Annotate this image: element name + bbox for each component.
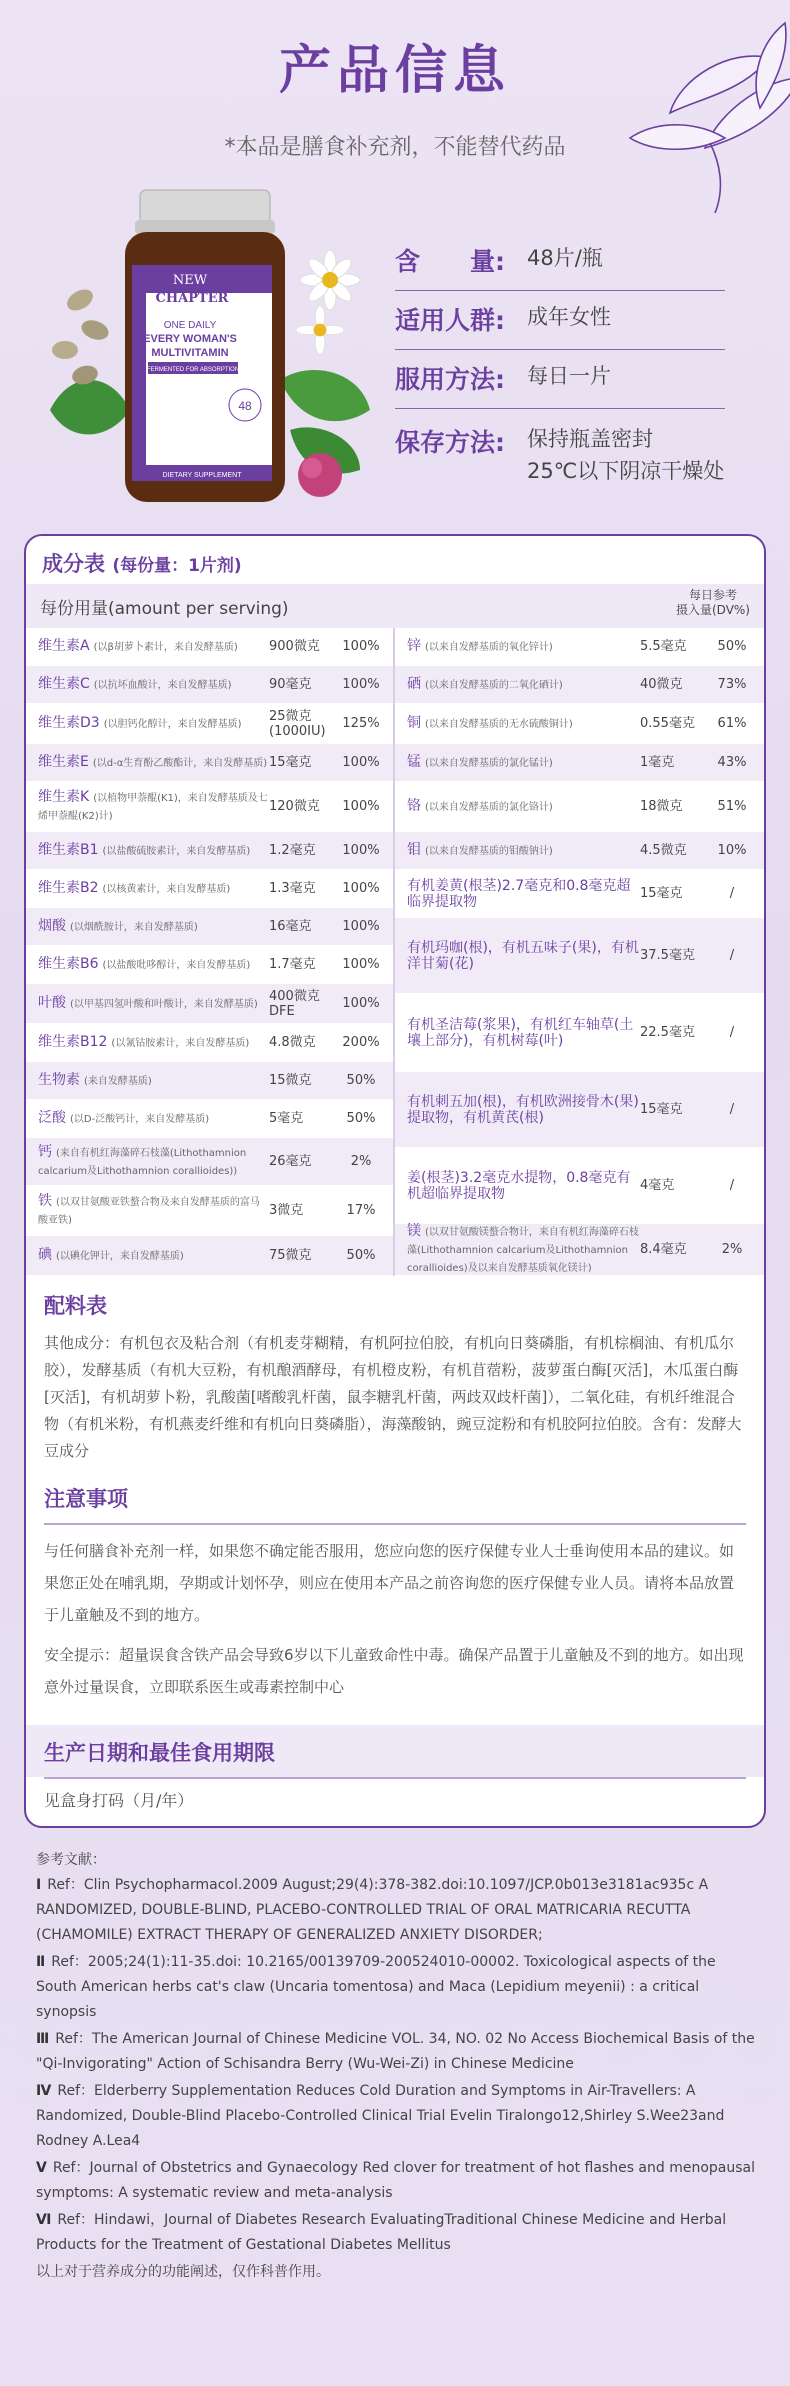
reference-text: Ref：Elderberry Supplementation Reduces Cold Duration and Symptoms in Air-Travellers: A Randomized, Double-Blind Placebo-Controlled Clinical Trial Evelin Tiralongo12,Shirley S.Wee23and Rodney A.Lea4 [36,2083,725,2149]
nutrient-name [407,940,640,972]
info-value: 每日一片 [527,364,611,388]
dv-label-1: 每日参考 [688,588,737,602]
nutrition-column-right [395,628,764,1276]
nutrient-amount: 1.2毫克 [269,843,316,858]
nutrient-note: (以β胡萝卜素计，来自发酵基质) [93,641,238,653]
bottle-line-2: EVERY WOMAN'S [143,333,237,345]
info-key: 保存方法: [395,428,505,457]
nutrition-serving-size: (每份量：1片剂) [112,556,242,576]
nutrient-dv: 100% [342,957,380,972]
nutrient-name [407,1017,640,1049]
nutrient-row [395,832,764,870]
nutrient-row [395,994,764,1072]
nutrient-name-main: 有机圣洁莓(浆果)，有机红车轴草(土壤上部分)，有机树莓(叶) [407,1016,634,1049]
nutrient-row [26,628,393,666]
nutrient-dv: 100% [342,799,380,814]
nutrient-dv: 2% [721,1242,743,1257]
nutrient-row [26,1024,393,1062]
reference-text: Ref：2005;24(1):11-35.doi: 10.2165/00139709-200524010-00002. Toxicological aspects of the South American herbs cat's claw (Uncaria tomentosa) and Maca (Lepidium meyenii) : a critical synopsis [36,1954,716,2020]
nutrient-note: (以d-α生育酚乙酸酯计，来自发酵基质) [92,757,268,769]
nutrient-note: (来自发酵基质) [84,1075,152,1087]
info-row-storage [395,409,725,487]
nutrient-note: (以植物甲萘醌(K1)，来自发酵基质及七烯甲萘醌(K2)计) [38,792,268,822]
nutrient-name [38,918,269,936]
nutrient-dv: 100% [342,919,380,934]
nutrition-column-left [26,628,395,1276]
nutrient-dv: 200% [342,1035,380,1050]
info-value-2: 25℃以下阴凉干燥处 [527,459,725,483]
nutrient-name-main: 钼 [407,841,421,858]
dv-label [676,588,750,618]
nutrition-table [26,628,764,1276]
info-key: 服用方法: [395,365,505,394]
nutrient-amount: 75微克 [269,1248,312,1263]
nutrient-name-main: 有机玛咖(根)，有机五味子(果)，有机洋甘菊(花) [407,939,639,972]
reference-item [36,2079,756,2154]
reference-number: Ⅵ [36,2212,52,2228]
nutrient-amount: 16毫克 [269,919,312,934]
nutrient-name-main: 维生素B6 [38,955,99,972]
nutrient-row [395,744,764,782]
nutrient-dv: 50% [346,1248,376,1263]
nutrient-amount: 5.5毫克 [640,639,687,654]
nutrient-name-main: 钙 [38,1143,52,1160]
info-value: 成年女性 [527,305,611,329]
nutrient-note: (以来自发酵基质的无水硫酸铜计) [425,718,573,730]
bottle-brand: NEW [172,273,208,288]
nutrient-dv: 61% [717,716,747,731]
notes-title: 注意事项 [44,1487,128,1511]
nutrient-name-main: 泛酸 [38,1109,66,1126]
serving-row [26,584,764,628]
bottle-line-1: ONE DAILY [163,320,217,331]
nutrient-row [26,1186,393,1236]
nutrient-row [26,782,393,832]
nutrient-name [407,676,640,694]
nutrient-name [38,880,269,898]
nutrient-note: (以盐酸吡哆醇计，来自发酵基质) [102,959,251,971]
nutrient-name-main: 碘 [38,1246,52,1263]
nutrient-dv: 10% [717,843,747,858]
ingredients-title: 配料表 [44,1294,107,1318]
reference-text: Ref：Clin Psychopharmacol.2009 August;29(4):378-382.doi:10.1097/JCP.0b013e3181ac935c A RANDOMIZED, DOUBLE-BLIND, PLACEBO-CONTROLLED TRIAL OF ORAL MATRICARIA RECUTTA (CHAMOMILE) EXTRACT THERAPY OF GENERALIZED ANXIETY DISORDER; [36,1877,709,1943]
nutrient-name [407,1170,640,1202]
nutrient-row [395,628,764,666]
nutrient-note: (以来自发酵基质的二氧化硒计) [425,679,563,691]
nutrient-name-main: 铬 [407,797,421,814]
reference-number: Ⅰ [36,1877,42,1893]
nutrient-row [26,870,393,908]
nutrient-name [38,995,269,1013]
nutrient-note: (以来自发酵基质的氯化铬计) [425,801,553,813]
reference-item [36,1873,756,1948]
nutrient-dv: 50% [717,639,747,654]
nutrient-name [38,715,269,733]
nutrient-dv: / [729,886,735,901]
nutrient-amount: 26毫克 [269,1154,312,1169]
nutrient-dv: 100% [342,755,380,770]
nutrient-note: (以来自发酵基质的钼酸钠计) [425,845,553,857]
nutrient-dv: 17% [346,1203,376,1218]
nutrient-amount: 90毫克 [269,677,312,692]
nutrient-row [26,704,393,744]
nutrient-name [38,956,269,974]
reference-number: Ⅴ [36,2160,47,2176]
references [36,1848,756,2285]
info-row-content [395,232,725,291]
nutrient-note: (来自有机红海藻碎石枝藻(Lithothamnion calcarium及Lithothamnion corallioides)) [38,1147,247,1177]
nutrient-note: (以氰钴胺素计，来自发酵基质) [111,1037,250,1049]
nutrient-name-main: 叶酸 [38,994,66,1011]
nutrient-name-main: 烟酸 [38,917,66,934]
notes-text: 与任何膳食补充剂一样，如果您不确定能否服用，您应向您的医疗保健专业人士垂询使用本品的建议。如果您正处在哺乳期，孕期或计划怀孕，则应在使用本产品之前咨询您的医疗保健专业人员。请将本品放置于儿童触及不到的地方。 [44,1542,735,1624]
nutrient-name [38,1144,269,1180]
bottle-count: 48 [238,399,252,413]
nutrient-name [407,638,640,656]
reference-item [36,1950,756,2025]
nutrient-name [38,1247,269,1265]
nutrient-row [395,704,764,744]
nutrient-name [38,1034,269,1052]
product-image [40,180,380,520]
nutrient-note: (以甲基四氢叶酸和叶酸计，来自发酵基质) [70,998,258,1010]
nutrient-dv: 100% [342,881,380,896]
nutrient-amount: 4.8微克 [269,1035,316,1050]
nutrient-name [38,842,269,860]
nutrient-amount: 4.5微克 [640,843,687,858]
nutrient-name [407,715,640,733]
info-value: 48片/瓶 [527,246,603,270]
reference-text: Ref：Hindawi，Journal of Diabetes Research EvaluatingTraditional Chinese Medicine and Herbal Products for the Treatment of Gestational Diabetes Mellitus [36,2212,727,2253]
nutrient-amount: 15毫克 [640,886,683,901]
bottle-band: FERMENTED FOR ABSORPTION [146,367,240,373]
nutrient-name-main: 维生素C [38,675,90,692]
nutrient-dv: 43% [717,755,747,770]
nutrient-dv: 2% [350,1154,372,1169]
nutrient-amount: 4毫克 [640,1178,675,1193]
nutrient-name-main: 维生素B12 [38,1033,108,1050]
nutrient-amount: 1.3毫克 [269,881,316,896]
reference-text: Ref：Journal of Obstetrics and Gynaecology Red clover for treatment of hot flashes and menopausal symptoms: A systematic review and meta-analysis [36,2160,756,2201]
nutrient-note: (以烟酰胺计，来自发酵基质) [70,921,198,933]
nutrient-name [38,1072,269,1090]
nutrient-row [395,1148,764,1224]
nutrient-row [26,1138,393,1186]
info-row-audience [395,291,725,350]
nutrient-amount: 18微克 [640,799,683,814]
nutrient-row [395,666,764,704]
nutrient-note: (以来自发酵基质的氯化锰计) [425,757,553,769]
nutrient-name-main: 姜(根茎)3.2毫克水提物，0.8毫克有机超临界提取物 [407,1169,631,1202]
reference-item [36,2208,756,2258]
nutrient-name-main: 生物素 [38,1071,80,1088]
nutrient-dv: / [729,1102,735,1117]
dv-label-2: 摄入量(DV%) [675,603,750,617]
nutrient-amount: 1毫克 [640,755,675,770]
reference-item [36,2027,756,2077]
nutrient-row [26,1236,393,1276]
reference-number: Ⅲ [36,2031,50,2047]
nutrient-dv: 100% [342,639,380,654]
nutrient-dv: 73% [717,677,747,692]
nutrient-name-main: 镁 [407,1222,421,1239]
nutrient-name [38,1110,269,1128]
nutrient-note: (以抗坏血酸计，来自发酵基质) [93,679,232,691]
bottle-footer: DIETARY SUPPLEMENT [162,472,242,479]
nutrient-dv: 100% [342,843,380,858]
nutrient-amount: 22.5毫克 [640,1025,695,1040]
nutrient-name-main: 维生素B1 [38,841,99,858]
nutrient-dv: / [729,948,735,963]
nutrient-row [26,666,393,704]
nutrient-name [38,754,269,772]
product-info [395,232,725,487]
nutrient-dv: 100% [342,677,380,692]
nutrient-row [395,782,764,832]
nutrient-note: (以核黄素计，来自发酵基质) [102,883,231,895]
references-footer: 以上对于营养成分的功能阐述，仅作科普作用。 [36,2264,330,2280]
nutrient-amount: 40微克 [640,677,683,692]
nutrient-amount: 900微克 [269,639,320,654]
serving-label: 每份用量(amount per serving) [40,598,289,619]
nutrient-amount: 37.5毫克 [640,948,695,963]
nutrient-dv: 50% [346,1073,376,1088]
references-list [36,1873,756,2258]
nutrition-title: 成分表 [42,552,105,576]
nutrient-name [38,789,269,825]
nutrient-amount: 15微克 [269,1073,312,1088]
nutrient-note: (以双甘氨酸镁螯合物计，来自有机红海藻碎石枝藻(Lithothamnion calcarium及Lithothamnion corallioides)及以来自发酵基质氧化镁计) [407,1226,639,1274]
nutrient-name-main: 铁 [38,1192,52,1209]
nutrient-name-main: 维生素B2 [38,879,99,896]
nutrient-name-main: 锰 [407,753,421,770]
nutrient-name-main: 有机刺五加(根)，有机欧洲接骨木(果)提取物，有机黄芪(根) [407,1093,639,1126]
nutrient-amount: 25微克(1000IU) [269,708,326,739]
reference-item [36,2156,756,2206]
nutrient-note: (以双甘氨酸亚铁螯合物及来自发酵基质的富马酸亚铁) [38,1196,260,1226]
nutrient-amount: 1.7毫克 [269,957,316,972]
reference-text: Ref：The American Journal of Chinese Medicine VOL. 34, NO. 02 No Access Biochemical Basis of the "Qi-Invigorating" Action of Schisandra Berry (Wu-Wei-Zi) in Chinese Medicine [36,2031,755,2072]
nutrient-row [26,908,393,946]
nutrient-dv: / [729,1025,735,1040]
nutrient-note: (以盐酸硫胺素计，来自发酵基质) [102,845,251,857]
ingredients-text: 其他成分：有机包衣及粘合剂（有机麦芽糊精，有机阿拉伯胶，有机向日葵磷脂，有机棕榈油、有机瓜尔胶），发酵基质（有机大豆粉，有机酿酒酵母，有机橙皮粉，有机苜蓿粉，菠萝蛋白酶[灭活]，木瓜蛋白酶[灭活]，有机胡萝卜粉，乳酸菌[嗜酸乳杆菌，鼠李糖乳杆菌，两歧双歧杆菌]），二氧化硅，有机纤维混合物（有机米粉，有机燕麦纤维和有机向日葵磷脂），海藻酸钠，豌豆淀粉和有机胶阿拉伯胶。含有：发酵大豆成分 [44,1334,742,1460]
nutrient-note: (以D-泛酸钙计，来自发酵基质) [70,1113,210,1125]
flower-decoration-icon [610,18,790,218]
nutrient-name [407,798,640,816]
nutrient-name-main: 维生素K [38,788,90,805]
nutrient-name [407,878,640,910]
nutrient-name [407,754,640,772]
nutrient-amount: 3微克 [269,1203,304,1218]
nutrient-name [407,1223,640,1277]
product-bottle-icon [40,180,380,520]
nutrient-dv: 50% [346,1111,376,1126]
reference-number: Ⅳ [36,2083,52,2099]
nutrient-row [26,1062,393,1100]
nutrient-amount: 400微克DFE [269,988,320,1019]
nutrient-row [395,1224,764,1276]
info-row-usage [395,350,725,409]
references-title: 参考文献： [36,1852,106,1868]
bottle-brand-2: CHAPTER [155,291,229,306]
nutrient-amount: 0.55毫克 [640,716,695,731]
nutrient-row [26,832,393,870]
nutrient-name [407,1094,640,1126]
nutrient-name [38,638,269,656]
nutrient-row [395,870,764,918]
nutrient-dv: 51% [717,799,747,814]
dates-text: 见盒身打码（月/年） [44,1791,194,1810]
nutrient-name-main: 维生素E [38,753,89,770]
nutrition-header [26,536,764,584]
nutrient-amount: 8.4毫克 [640,1242,687,1257]
nutrient-name-main: 铜 [407,714,421,731]
nutrient-name-main: 有机姜黄(根茎)2.7毫克和0.8毫克超临界提取物 [407,877,631,910]
info-key: 适用人群: [395,306,505,335]
nutrient-amount: 15毫克 [269,755,312,770]
nutrient-name [38,1193,269,1229]
safety-text: 安全提示：超量误食含铁产品会导致6岁以下儿童致命性中毒。确保产品置于儿童触及不到的地方。如出现意外过量误食，立即联系医生或毒素控制中心 [44,1646,744,1696]
nutrient-name [407,842,640,860]
bottle-line-3: MULTIVITAMIN [151,347,229,359]
nutrient-name-main: 锌 [407,637,421,654]
nutrition-card [24,534,766,1828]
nutrient-name-main: 维生素A [38,637,90,654]
info-value: 保持瓶盖密封 [527,427,653,451]
nutrient-dv: 100% [342,996,380,1011]
nutrient-row [26,1100,393,1138]
nutrient-name [38,676,269,694]
info-key: 含 量: [395,247,505,276]
reference-number: Ⅱ [36,1954,46,1970]
nutrient-name-main: 维生素D3 [38,714,100,731]
nutrient-name-main: 硒 [407,675,421,692]
dates-title: 生产日期和最佳食用期限 [44,1741,275,1765]
nutrient-note: (以来自发酵基质的氧化锌计) [425,641,553,653]
nutrient-row [395,1072,764,1148]
nutrient-amount: 5毫克 [269,1111,304,1126]
nutrient-note: (以碘化钾计，来自发酵基质) [56,1250,184,1262]
nutrient-row [26,946,393,984]
page-title: 产品信息 [278,41,511,101]
page-subtitle: *本品是膳食补充剂，不能替代药品 [224,135,566,160]
dates-section [26,1725,764,1777]
nutrient-amount: 120微克 [269,799,320,814]
nutrient-note: (以胆钙化醇计，来自发酵基质) [103,718,242,730]
nutrient-dv: 125% [342,716,380,731]
nutrient-row [26,984,393,1024]
nutrient-amount: 15毫克 [640,1102,683,1117]
nutrient-row [395,918,764,994]
nutrient-row [26,744,393,782]
nutrient-dv: / [729,1178,735,1193]
